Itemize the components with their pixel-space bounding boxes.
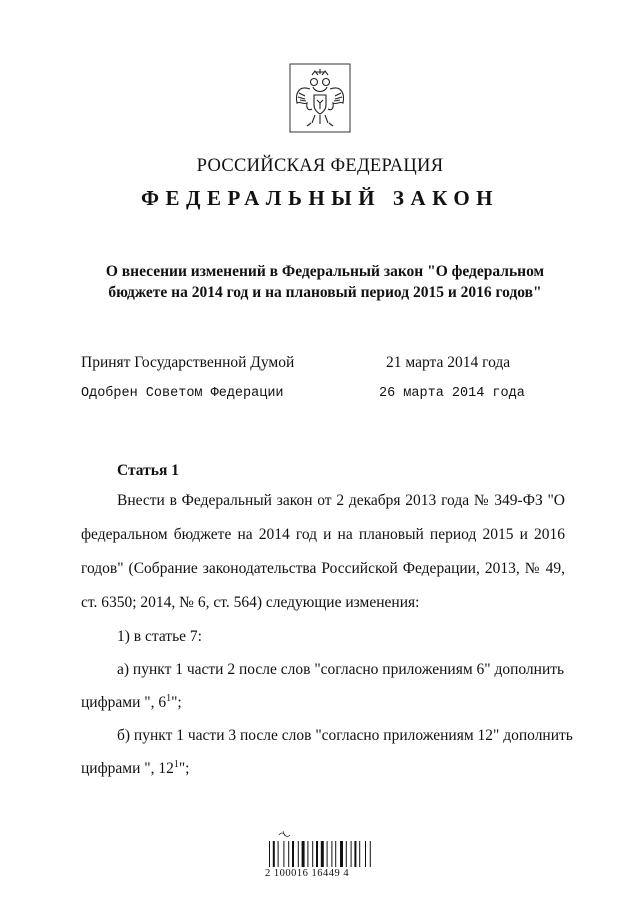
article-intro-text: Внести в Федеральный закон от 2 декабря 2013 года № 349-ФЗ "О федеральном бюджете на 2014 год и на плановый период 2015 и 2016 годов" (Собрание законодательства Российской Федерации, 2013, № 49, ст. 6350; 2014, № 6, ст. 564) следующие изменения: — [81, 492, 565, 611]
barcode-bar — [288, 841, 289, 867]
subitem-b-superscript: 1 — [173, 758, 179, 770]
coat-of-arms-emblem — [289, 63, 351, 133]
subitem-a-line1: а) пункт 1 части 2 после слов "согласно приложениям 6" дополнить — [117, 661, 565, 678]
barcode-bar — [351, 841, 352, 867]
barcode-bar — [340, 841, 343, 867]
barcode-bar — [335, 841, 336, 867]
article-heading: Статья 1 — [117, 462, 179, 479]
subitem-a-superscript: 1 — [166, 692, 172, 704]
subitem-b-tail: "; — [178, 760, 190, 777]
barcode-bar — [346, 841, 347, 867]
barcode-bar — [269, 841, 270, 867]
barcode-bar — [365, 841, 366, 867]
approval-council-date: 26 марта 2014 года — [379, 386, 525, 401]
barcode-bar — [359, 841, 360, 867]
law-title: О внесении изменений в Федеральный закон "О федеральном бюджете на 2014 год и на плановый период 2015 и 2016 годов" — [105, 263, 545, 301]
barcode-bar — [283, 841, 284, 867]
barcode-bar — [307, 841, 308, 867]
subitem-a-tail: "; — [171, 694, 182, 711]
barcode-bar — [316, 841, 318, 867]
subitem-b-line2 — [81, 760, 189, 778]
approval-council-label: Одобрен Советом Федерации — [81, 386, 284, 401]
barcode-bar — [292, 841, 294, 867]
subitem-a-line2 — [81, 694, 182, 712]
barcode-number: 2 100016 16449 4 — [265, 868, 350, 879]
item-1: 1) в статье 7: — [117, 628, 202, 645]
barcode-bar — [298, 841, 299, 867]
barcode-bar — [312, 841, 313, 867]
document-type: ФЕДЕРАЛЬНЫЙ ЗАКОН — [141, 186, 499, 210]
barcode-bar — [302, 841, 305, 867]
country-name: РОССИЙСКАЯ ФЕДЕРАЦИЯ — [196, 156, 444, 176]
barcode-bar — [278, 841, 279, 867]
article-intro-paragraph — [81, 484, 565, 620]
barcode-bar — [321, 841, 324, 867]
barcode-bar — [327, 841, 328, 867]
barcode-bar — [331, 841, 332, 867]
subitem-b-line1: б) пункт 1 части 3 после слов "согласно приложениям 12" дополнить — [117, 727, 573, 744]
subitem-a-text: цифрами ", 6 — [81, 694, 167, 711]
adoption-duma-date: 21 марта 2014 года — [386, 354, 511, 371]
barcode-bar — [273, 841, 275, 867]
adoption-duma-label: Принят Государственной Думой — [81, 354, 295, 371]
subitem-b-text: цифрами ", 12 — [81, 760, 174, 777]
barcode-bar — [370, 841, 371, 867]
barcode-bar — [354, 841, 356, 867]
